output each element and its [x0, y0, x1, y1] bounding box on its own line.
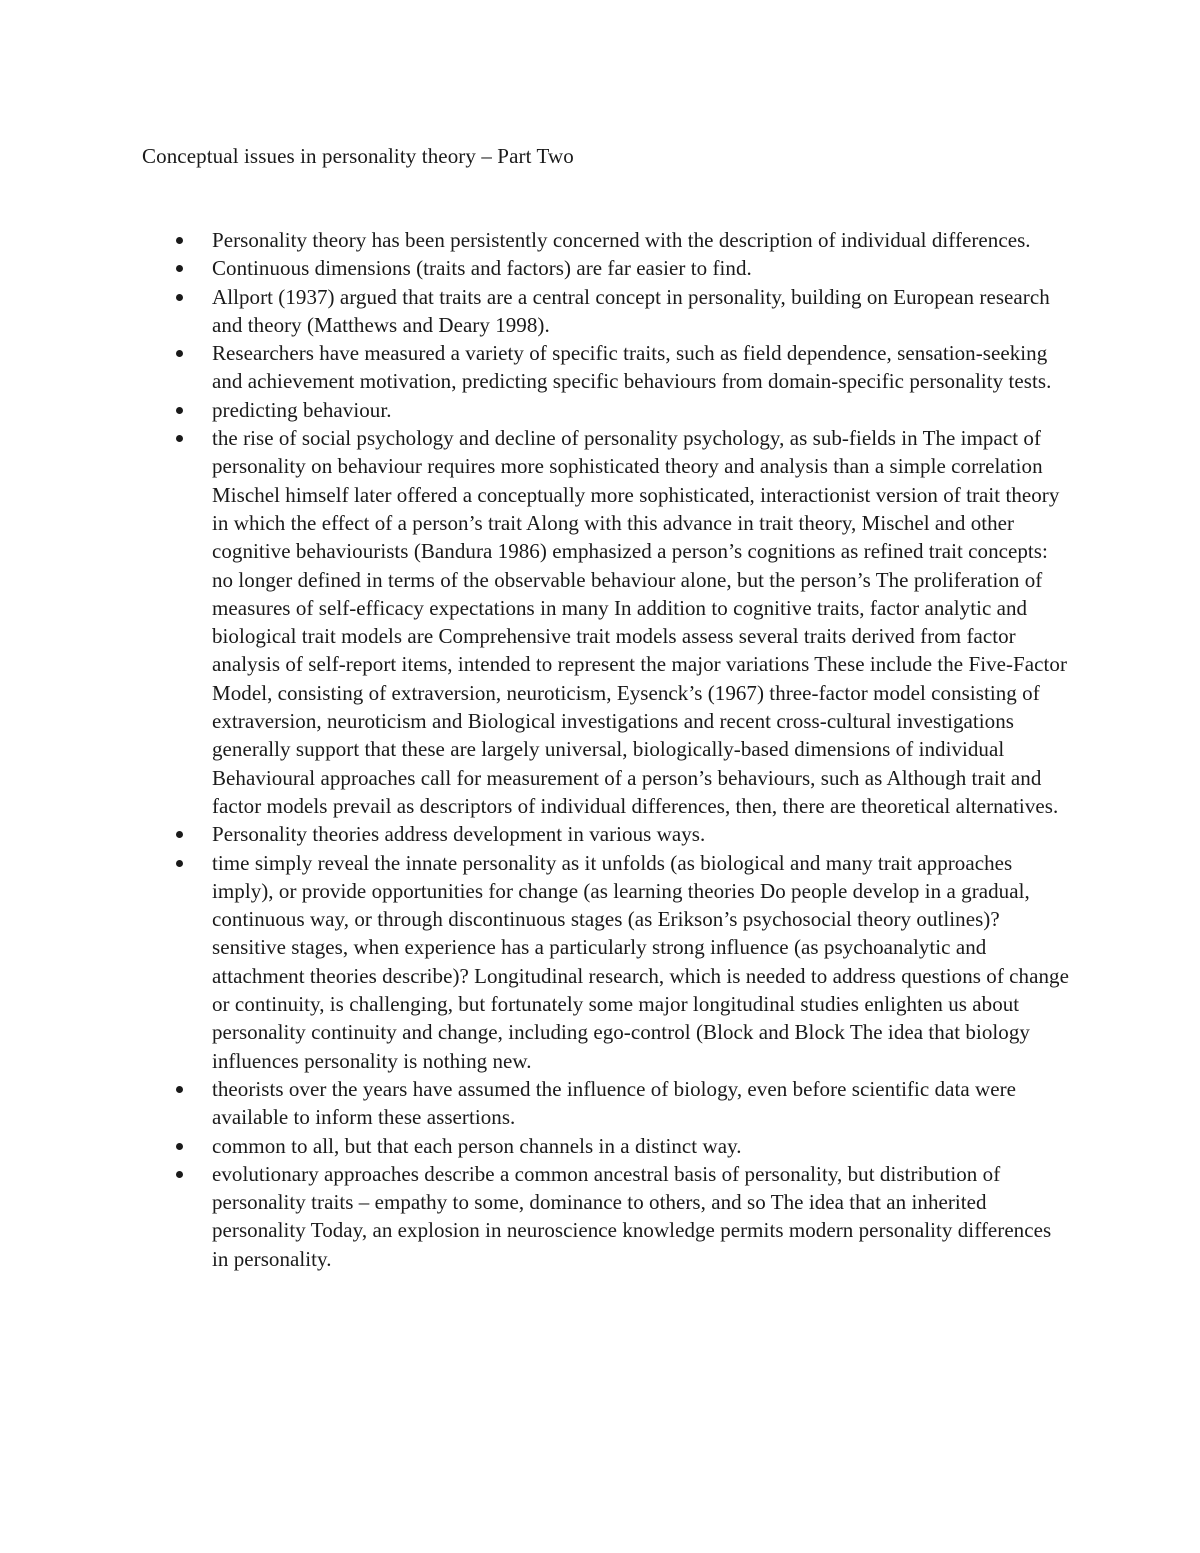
- bullet-item: [0, 1160, 1072, 1273]
- bullet-icon: [176, 237, 183, 244]
- bullet-text: Researchers have measured a variety of specific traits, such as field dependence, sensation-seeking and achievement motivation, predicting specific behaviours from domain-specific personality tests.: [212, 341, 1052, 394]
- bullet-text: time simply reveal the innate personality as it unfolds (as biological and many trait approaches imply), or provide opportunities for change (as learning theories Do people develop in a gradual, continuous way, or through discontinuous stages (as Erikson’s psychosocial theory outlines)? sensitive stages, when experience has a particularly strong influence (as psychoanalytic and attachment theories describe)? Longitudinal research, which is needed to address questions of change or continuity, is challenging, but fortunately some major longitudinal studies enlighten us about personality continuity and change, including ego-control (Block and Block The idea that biology influences personality is nothing new.: [212, 850, 1069, 1073]
- bullet-item: [0, 339, 1072, 396]
- bullet-text: predicting behaviour.: [212, 397, 392, 422]
- bullet-item: [0, 1132, 1072, 1160]
- bullet-item: [0, 849, 1072, 1075]
- bullet-icon: [176, 1086, 183, 1093]
- bullet-icon: [176, 435, 183, 442]
- bullet-icon: [176, 860, 183, 867]
- bullet-text: Continuous dimensions (traits and factors) are far easier to find.: [212, 256, 752, 281]
- bullet-icon: [176, 294, 183, 301]
- bullet-icon: [176, 1143, 183, 1150]
- bullet-text: the rise of social psychology and decline of personality psychology, as sub-fields in The impact of personality on behaviour requires more sophisticated theory and analysis than a simple correlation Mischel himself later offered a conceptually more sophisticated, interactionist version of trait theory in which the effect of a person’s trait Along with this advance in trait theory, Mischel and other cognitive behaviourists (Bandura 1986) emphasized a person’s cognitions as refined trait concepts: no longer defined in terms of the observable behaviour alone, but the person’s The proliferation of measures of self-efficacy expectations in many In addition to cognitive traits, factor analytic and biological trait models are Comprehensive trait models assess several traits derived from factor analysis of self-report items, intended to represent the major variations These include the Five-Factor Model, consisting of extraversion, neuroticism, Eysenck’s (1967) three-factor model consisting of extraversion, neuroticism and Biological investigations and recent cross-cultural investigations generally support that these are largely universal, biologically-based dimensions of individual Behavioural approaches call for measurement of a person’s behaviours, such as Although trait and factor models prevail as descriptors of individual differences, then, there are theoretical alternatives.: [212, 426, 1068, 818]
- bullet-icon: [176, 407, 183, 414]
- bullet-item: [0, 226, 1072, 254]
- bullet-item: [0, 1075, 1072, 1132]
- bullet-text: evolutionary approaches describe a common ancestral basis of personality, but distribution of personality traits – empathy to some, dominance to others, and so The idea that an inherited personality Today, an explosion in neuroscience knowledge permits modern personality differences in personality.: [212, 1161, 1052, 1271]
- bullet-item: [0, 254, 1072, 282]
- bullet-item: [0, 396, 1072, 424]
- bullet-list: [0, 226, 1200, 1273]
- document-title: Conceptual issues in personality theory – Part Two: [142, 144, 574, 168]
- bullet-icon: [176, 1171, 183, 1178]
- bullet-item: [0, 424, 1072, 820]
- bullet-icon: [176, 831, 183, 838]
- bullet-text: Allport (1937) argued that traits are a central concept in personality, building on European research and theory (Matthews and Deary 1998).: [212, 284, 1050, 337]
- bullet-item: [0, 283, 1072, 340]
- bullet-item: [0, 820, 1072, 848]
- bullet-text: Personality theory has been persistently concerned with the description of individual differences.: [212, 228, 1031, 252]
- bullet-icon: [176, 265, 183, 272]
- bullet-text: theorists over the years have assumed the influence of biology, even before scientific data were available to inform these assertions.: [212, 1076, 1017, 1130]
- bullet-text: Personality theories address development in various ways.: [212, 822, 706, 847]
- bullet-icon: [176, 350, 183, 357]
- bullet-text: common to all, but that each person channels in a distinct way.: [212, 1133, 742, 1158]
